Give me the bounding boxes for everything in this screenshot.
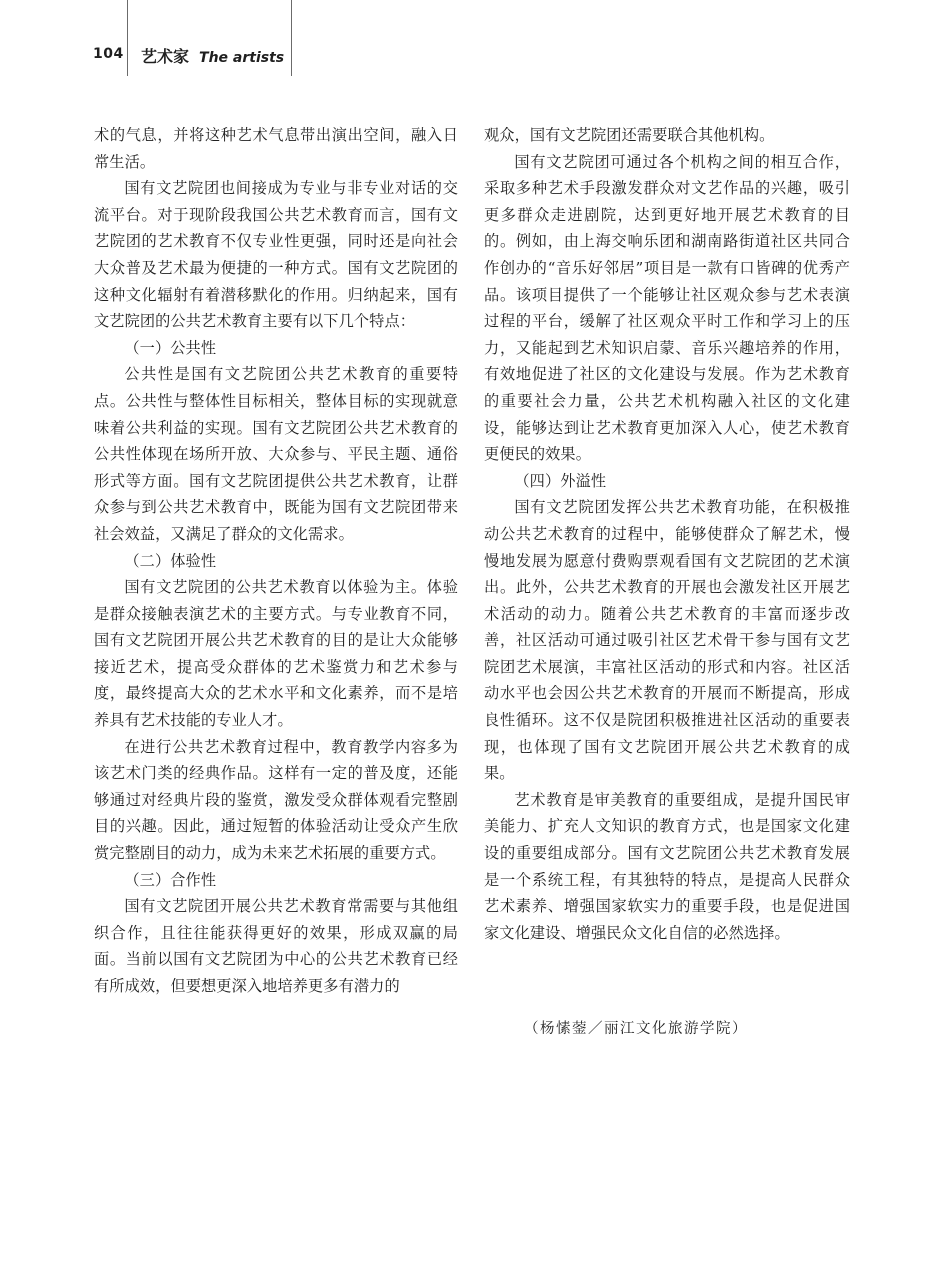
header-divider-right [291,0,292,76]
journal-title-cn: 艺术家 [141,47,190,66]
left-column [94,122,458,1000]
section-heading: （一）公共性 [124,338,217,357]
paragraph: 国有文艺院团的公共艺术教育以体验为主。体验是群众接触表演艺术的主要方式。与专业教育不同，国有文艺院团开展公共艺术教育的目的是让大众能够接近艺术，提高受众群体的艺术鉴赏力和艺术参与度，最终提高大众的艺术水平和文化素养，而不是培养具有艺术技能的专业人才。 [94,578,458,730]
author-affiliation: （杨愫蓥／丽江文化旅游学院） [524,1021,748,1037]
section-heading: （二）体验性 [124,551,217,570]
paragraph: 在进行公共艺术教育过程中，教育教学内容多为该艺术门类的经典作品。这样有一定的普及度，还能够通过对经典片段的鉴赏，激发受众群体观看完整剧目的兴趣。因此，通过短暂的体验活动让受众产生欣赏完整剧目的动力，成为未来艺术拓展的重要方式。 [94,737,458,863]
paragraph: 国有文艺院团也间接成为专业与非专业对话的交流平台。对于现阶段我国公共艺术教育而言，国有文艺院团的艺术教育不仅专业性更强，同时还是向社会大众普及艺术最为便捷的一种方式。国有文艺院团的这种文化辐射有着潜移默化的作用。归纳起来，国有文艺院团的公共艺术教育主要有以下几个特点： [94,179,458,331]
paragraph: 国有文艺院团发挥公共艺术教育功能，在积极推动公共艺术教育的过程中，能够使群众了解艺术，慢慢地发展为愿意付费购票观看国有文艺院团的艺术演出。此外，公共艺术教育的开展也会激发社区开展艺术活动的动力。随着公共艺术教育的丰富而逐步改善，社区活动可通过吸引社区艺术骨干参与国有文艺院团艺术展演，丰富社区活动的形式和内容。社区活动水平也会因公共艺术教育的开展而不断提高，形成良性循环。这不仅是院团积极推进社区活动的重要表现，也体现了国有文艺院团开展公共艺术教育的成果。 [484,498,850,783]
journal-title-en: The artists [199,50,285,66]
paragraph: 艺术教育是审美教育的重要组成，是提升国民审美能力、扩充人文知识的教育方式，也是国家文化建设的重要组成部分。国有文艺院团公共艺术教育发展是一个系统工程，有其独特的特点，是提高人民群众艺术素养、增强国家软实力的重要手段，也是促进国家文化建设、增强民众文化自信的必然选择。 [484,790,850,942]
paragraph: 国有文艺院团可通过各个机构之间的相互合作，采取多种艺术手段激发群众对文艺作品的兴趣，吸引更多群众走进剧院，达到更好地开展艺术教育的目的。例如，由上海交响乐团和湖南路街道社区共同合作创办的“音乐好邻居”项目是一款有口皆碑的优秀产品。该项目提供了一个能够让社区观众参与艺术表演过程的平台，缓解了社区观众平时工作和学习上的压力，又能起到艺术知识启蒙、音乐兴趣培养的作用，有效地促进了社区的文化建设与发展。作为艺术教育的重要社会力量，公共艺术机构融入社区的文化建设，能够达到让艺术教育更加深入人心，使艺术教育更便民的效果。 [484,152,850,464]
paragraph: 术的气息，并将这种艺术气息带出演出空间，融入日常生活。 [94,126,458,171]
journal-title [141,44,284,67]
page-number: 104 [93,46,124,62]
paragraph: 国有文艺院团开展公共艺术教育常需要与其他组织合作，且往往能获得更好的效果，形成双赢的局面。当前以国有文艺院团为中心的公共艺术教育已经有所成效，但要想更深入地培养更多有潜力的 [94,897,458,995]
section-heading: （四）外溢性 [514,471,607,490]
header-divider-left [127,0,128,76]
right-column [484,122,850,946]
section-heading: （三）合作性 [124,870,217,889]
paragraph: 观众，国有文艺院团还需要联合其他机构。 [484,126,775,144]
paragraph: 公共性是国有文艺院团公共艺术教育的重要特点。公共性与整体性目标相关，整体目标的实现就意味着公共利益的实现。国有文艺院团公共艺术教育的公共性体现在场所开放、大众参与、平民主题、通俗形式等方面。国有文艺院团提供公共艺术教育，让群众参与到公共艺术教育中，既能为国有文艺院团带来社会效益，又满足了群众的文化需求。 [94,365,458,543]
